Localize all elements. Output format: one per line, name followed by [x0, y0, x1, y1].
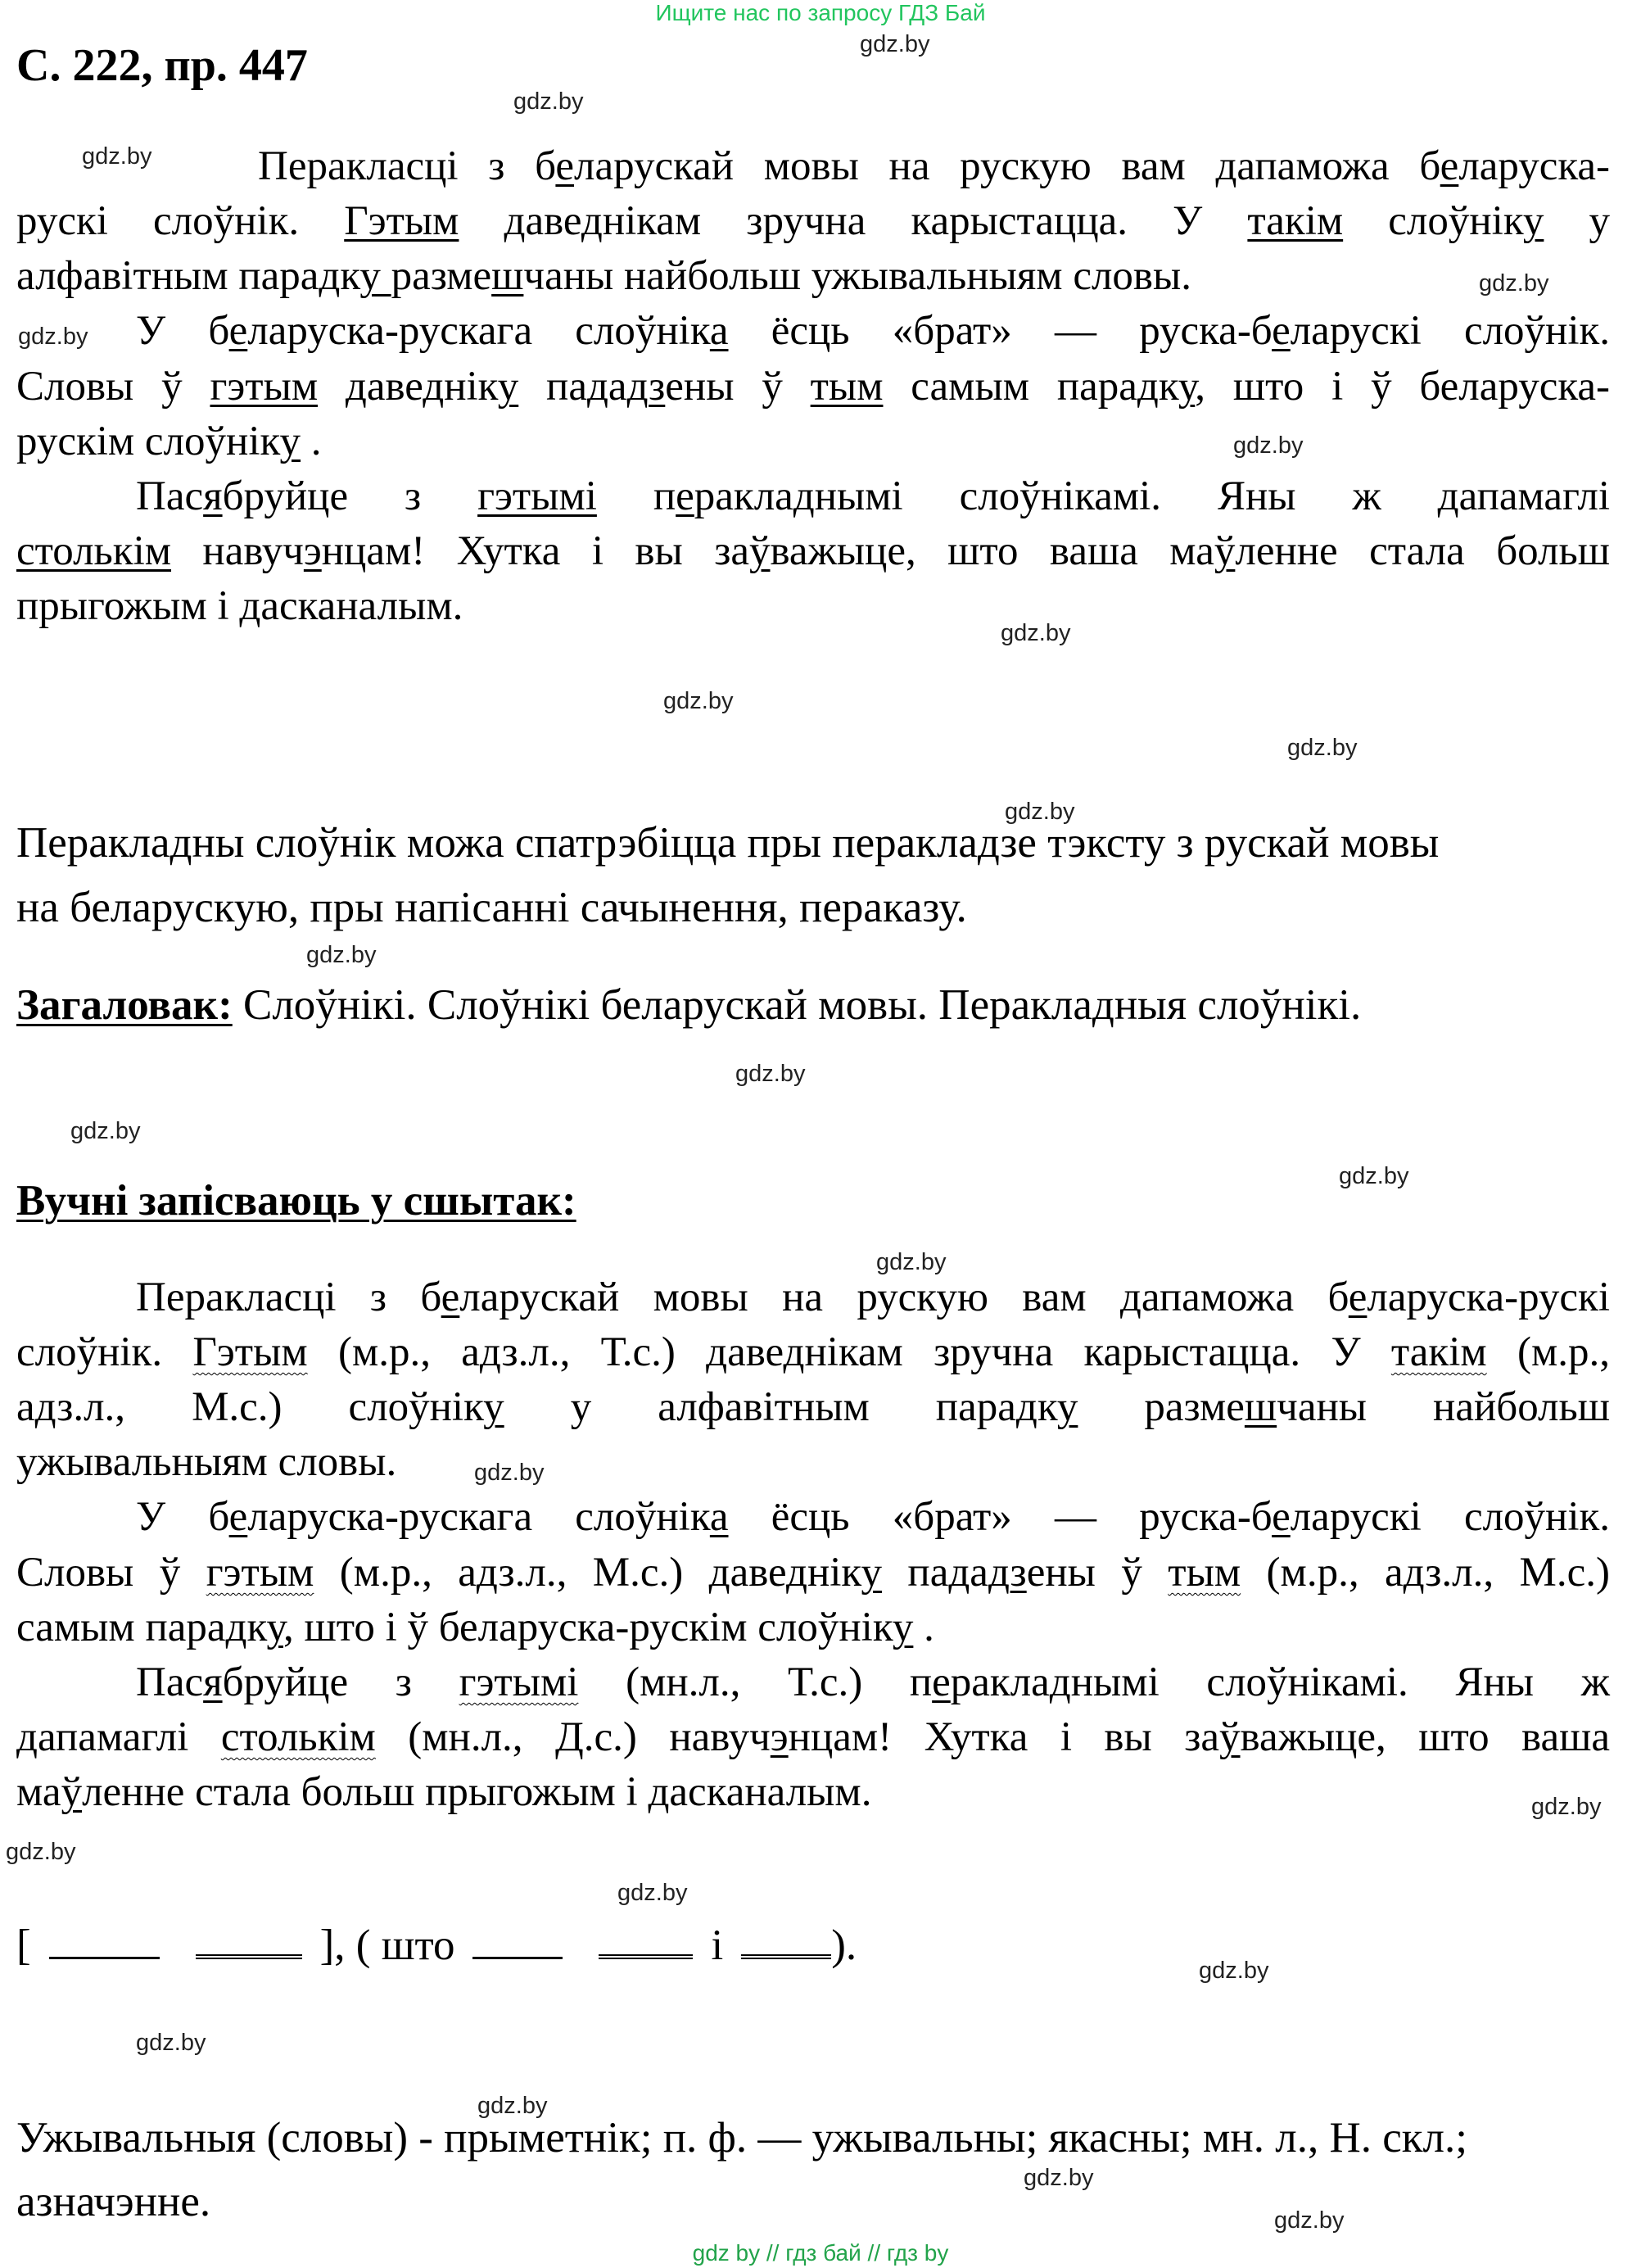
text-segment: самым парадк: [16, 1605, 267, 1650]
underlined-letter: е: [441, 1274, 460, 1320]
underlined-letter: е: [676, 473, 694, 519]
underlined-letter: е: [1440, 143, 1459, 189]
underlined-letter: у: [359, 253, 391, 299]
watermark: gdz.by: [306, 942, 377, 968]
watermark: gdz.by: [1233, 432, 1304, 459]
watermark: gdz.by: [136, 2030, 206, 2056]
text-segment: ларуска-рускі: [1367, 1274, 1610, 1320]
text-line: [16, 1383, 1610, 1432]
text-segment: .: [301, 419, 322, 464]
watermark: gdz.by: [1005, 799, 1075, 825]
text-segment: (м.р., адз.л., М.с.): [1241, 1550, 1610, 1596]
text-segment: адз.л., М.с.) слоўнік: [16, 1384, 484, 1430]
text-segment: нцам! Хутка і вы за: [321, 528, 749, 574]
text-line: [16, 1492, 1610, 1541]
text-segment: ларуска-рускага слоўнік: [247, 1494, 710, 1540]
text-segment: , што і ў беларуска-рускім слоўнік: [283, 1605, 893, 1650]
watermark: gdz.by: [1479, 270, 1549, 297]
underlined-letter: у: [497, 364, 519, 410]
underlined-letter: е: [1272, 308, 1291, 354]
text-segment: (мн.л., Д.с.) навуч: [375, 1714, 771, 1760]
watermark: gdz.by: [1339, 1163, 1409, 1189]
underlined-letter: э: [770, 1714, 789, 1760]
underlined-letter: е: [1272, 1494, 1291, 1540]
text-segment: (м.р.,: [1486, 1329, 1611, 1375]
scheme-blank: [599, 1922, 693, 1959]
scheme-blank: [49, 1924, 160, 1959]
underlined-letter: Гэтым: [344, 198, 459, 244]
text-line: [16, 1437, 1610, 1487]
underlined-letter: гэтымі: [477, 473, 597, 519]
scheme-open: [: [16, 1922, 31, 1969]
watermark: gdz.by: [18, 324, 88, 350]
scheme-close: ], ( што: [319, 1922, 455, 1969]
answer-line: на беларускую, пры напісанні сачынення, пераказу.: [16, 884, 967, 931]
text-segment: важыце, што ваша: [1240, 1714, 1610, 1760]
text-segment: у: [1544, 198, 1610, 244]
underlined-letter: столькім: [16, 528, 172, 574]
text-line: [16, 417, 1610, 466]
underlined-letter: такім: [1247, 198, 1344, 244]
text-segment: (м.р., адз.л., М.с.) даведнік: [314, 1550, 861, 1596]
text-segment: ленне стала больш: [1235, 528, 1610, 574]
pronoun-wavy-underline: тым: [1168, 1550, 1241, 1596]
text-segment: падад: [881, 1550, 1010, 1596]
text-line: [16, 1328, 1610, 1377]
watermark: gdz.by: [1287, 735, 1358, 761]
text-segment: бруйце з: [222, 1659, 459, 1705]
text-segment: у алфавітным парадк: [504, 1384, 1057, 1430]
text-segment: Пас: [136, 1659, 204, 1705]
text-line: [16, 142, 1610, 191]
text-segment: ены ў: [1026, 1550, 1169, 1596]
scheme-blank: [196, 1922, 302, 1959]
watermark: gdz.by: [860, 31, 930, 57]
analysis-line: азначэнне.: [16, 2178, 211, 2225]
underlined-letter: ў: [1214, 528, 1236, 574]
underlined-letter: у: [279, 419, 301, 464]
underlined-letter: у: [1522, 198, 1544, 244]
watermark: gdz.by: [1274, 2207, 1345, 2234]
pronoun-wavy-underline: гэтымі: [459, 1659, 579, 1705]
text-segment: Перакласці з б: [136, 1274, 441, 1320]
scheme-end: ).: [831, 1922, 857, 1969]
text-segment: ленне стала больш прыгожым і дасканалым.: [82, 1769, 872, 1815]
text-segment: даведнікам зручна карыстацца. У: [459, 198, 1248, 244]
text-segment: алфавітным парадк: [16, 253, 360, 299]
watermark: gdz.by: [663, 688, 734, 714]
title-text: Слоўнікі. Слоўнікі беларускай мовы. Перакладныя слоўнікі.: [232, 981, 1362, 1029]
page-title: С. 222, пр. 447: [16, 40, 308, 91]
text-segment: ракладнымі слоўнікамі. Яны ж: [950, 1659, 1610, 1705]
text-line: [16, 1713, 1610, 1762]
text-segment: слоўнік.: [16, 1329, 193, 1375]
underlined-letter: е: [932, 1659, 951, 1705]
underlined-letter: з: [1010, 1550, 1027, 1596]
text-segment: У б: [136, 1494, 229, 1540]
text-line: [16, 1273, 1610, 1322]
watermark: gdz.by: [1001, 620, 1071, 646]
text-line: [16, 197, 1610, 246]
answer-line: Перакладны слоўнік можа спатрэбіцца пры перакладзе тэксту з рускай мовы: [16, 819, 1440, 867]
text-segment: ларускай мовы на рускую вам дапаможа б: [459, 1274, 1349, 1320]
underlined-letter: ш: [491, 253, 524, 299]
title-label: Загаловак:: [16, 981, 233, 1029]
text-line: [16, 472, 1610, 521]
text-segment: самым парадк: [883, 364, 1178, 410]
text-segment: (мн.л., Т.с.) п: [578, 1659, 933, 1705]
underlined-letter: ў: [748, 528, 771, 574]
underlined-letter: ш: [1244, 1384, 1277, 1430]
underlined-letter: у: [1056, 1384, 1078, 1430]
text-segment: слоўнік: [1343, 198, 1523, 244]
text-line: [16, 306, 1610, 355]
underlined-letter: а: [709, 1494, 729, 1540]
text-segment: чаны найбольш ужывальныям словы.: [523, 253, 1191, 299]
scheme-blank: [741, 1922, 831, 1959]
text-line: [16, 251, 1610, 301]
text-segment: прыгожым і дасканалым.: [16, 583, 463, 629]
scheme-and: і: [711, 1922, 724, 1969]
text-segment: рускім слоўнік: [16, 419, 280, 464]
watermark: gdz.by: [1531, 1794, 1602, 1820]
watermark: gdz.by: [1024, 2165, 1094, 2191]
underlined-letter: е: [228, 1494, 248, 1540]
text-segment: ужывальныям словы.: [16, 1439, 397, 1485]
watermark: gdz.by: [617, 1880, 688, 1906]
title-answer: [16, 980, 1610, 1030]
underlined-letter: у: [1178, 364, 1196, 410]
sentence-scheme: [16, 1921, 1610, 1970]
text-line: [16, 582, 1610, 631]
watermark: gdz.by: [1199, 1958, 1269, 1984]
text-line: [16, 362, 1610, 411]
watermark: gdz.by: [6, 1839, 76, 1865]
underlined-letter: у: [266, 1605, 283, 1650]
text-segment: бруйце з: [222, 473, 478, 519]
underlined-letter: я: [203, 1659, 223, 1705]
underlined-letter: е: [228, 308, 248, 354]
text-segment: ларуска-рускага слоўнік: [247, 308, 710, 354]
underlined-letter: у: [483, 1384, 504, 1430]
text-segment: п: [596, 473, 676, 519]
underlined-letter: э: [303, 528, 322, 574]
underlined-letter: е: [555, 143, 575, 189]
text-segment: ма: [16, 1769, 61, 1815]
underlined-letter: гэтым: [210, 364, 319, 410]
text-segment: ларускі слоўнік.: [1290, 308, 1611, 354]
underlined-letter: а: [709, 308, 729, 354]
watermark: gdz.by: [477, 2093, 548, 2119]
pronoun-wavy-underline: гэтым: [206, 1550, 314, 1596]
text-segment: навуч: [171, 528, 304, 574]
analysis-line: Ужывальныя (словы) - прыметнік; п. ф. — ужывальны; якасны; мн. л., Н. скл.;: [16, 2114, 1467, 2162]
text-segment: Перакласці з б: [258, 143, 556, 189]
pronoun-wavy-underline: Гэтым: [192, 1329, 308, 1375]
text-segment: важыце, што ваша ма: [770, 528, 1214, 574]
text-segment: разме: [1078, 1384, 1245, 1430]
text-line: [16, 1548, 1610, 1597]
text-segment: рускі слоўнік.: [16, 198, 345, 244]
notebook-heading: Вучні запісваюць у сшытак:: [16, 1177, 576, 1225]
text-segment: .: [913, 1605, 934, 1650]
scheme-blank: [472, 1924, 563, 1959]
pronoun-wavy-underline: такім: [1390, 1329, 1487, 1375]
text-segment: У б: [136, 308, 229, 354]
watermark: gdz.by: [474, 1460, 545, 1486]
text-segment: Пас: [136, 473, 204, 519]
text-segment: ракладнымі слоўнікамі. Яны ж дапамаглі: [694, 473, 1611, 519]
text-segment: чаны найбольш: [1277, 1384, 1611, 1430]
text-segment: , што і ў беларуска-: [1195, 364, 1610, 410]
text-segment: ларускай мовы на рускую вам дапаможа б: [574, 143, 1440, 189]
underlined-letter: у: [861, 1550, 882, 1596]
underlined-letter: з: [649, 364, 666, 410]
underlined-letter: я: [203, 473, 223, 519]
underlined-letter: ў: [61, 1769, 83, 1815]
text-line: [16, 1603, 1610, 1652]
text-segment: ёсць «брат» — руска-б: [728, 308, 1273, 354]
text-segment: нцам! Хутка і вы за: [788, 1714, 1220, 1760]
text-segment: ены ў: [665, 364, 811, 410]
text-segment: ларускі слоўнік.: [1290, 1494, 1611, 1540]
watermark: gdz.by: [876, 1249, 947, 1275]
underlined-letter: е: [1348, 1274, 1368, 1320]
text-segment: ёсць «брат» — руска-б: [728, 1494, 1273, 1540]
text-segment: Словы ў: [16, 364, 210, 410]
underlined-letter: у: [892, 1605, 914, 1650]
text-line: [16, 1658, 1610, 1707]
text-segment: разме: [391, 253, 492, 299]
watermark: gdz.by: [70, 1118, 141, 1144]
text-segment: ларуска-: [1458, 143, 1610, 189]
text-segment: падад: [518, 364, 649, 410]
text-line: [16, 1768, 1610, 1817]
watermark: gdz.by: [513, 88, 584, 115]
text-segment: Словы ў: [16, 1550, 206, 1596]
text-line: [16, 527, 1610, 576]
watermark: gdz.by: [735, 1061, 806, 1087]
text-segment: даведнік: [318, 364, 498, 410]
text-segment: (м.р., адз.л., Т.с.) даведнікам зручна карыстацца. У: [307, 1329, 1391, 1375]
underlined-letter: ў: [1219, 1714, 1241, 1760]
footer-links[interactable]: gdz by // гдз бай // гдз by: [692, 2240, 949, 2266]
watermark: gdz.by: [82, 143, 152, 170]
text-segment: дапамаглі: [16, 1714, 221, 1760]
underlined-letter: тым: [810, 364, 884, 410]
pronoun-wavy-underline: столькім: [220, 1714, 376, 1760]
search-promo-link[interactable]: Ищите нас по запросу ГДЗ Бай: [655, 0, 986, 25]
